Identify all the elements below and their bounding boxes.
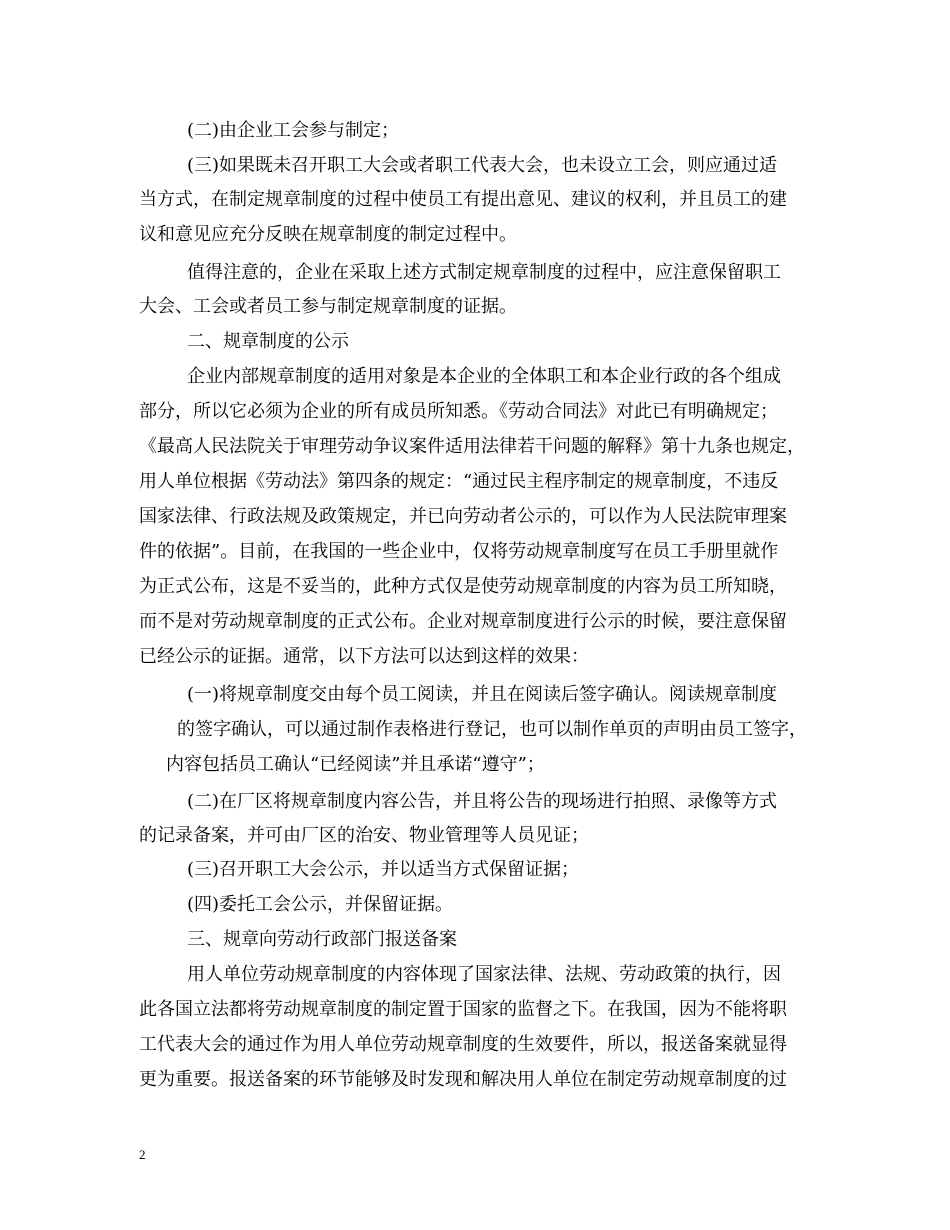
text-line: 议和意见应充分反映在规章制度的制定过程中。 xyxy=(139,224,517,245)
text-line: 企业内部规章制度的适用对象是本企业的全体职工和本企业行政的各个组成 xyxy=(187,366,781,387)
text-line: (四)委托工会公示，并保留证据。 xyxy=(187,894,454,915)
text-line: (三)如果既未召开职工大会或者职工代表大会，也未设立工会，则应通过适 xyxy=(187,155,778,176)
text-line: 内容包括员工确认“已经阅读”并且承诺“遵守”； xyxy=(166,754,545,775)
text-line: 部分，所以它必须为企业的所有成员所知悉。《劳动合同法》对此已有明确规定； xyxy=(139,401,778,422)
text-line: 此各国立法都将劳动规章制度的制定置于国家的监督之下。在我国，因为不能将职 xyxy=(139,999,787,1020)
page-number: 2 xyxy=(139,1147,146,1162)
text-line: 用人单位劳动规章制度的内容体现了国家法律、法规、劳动政策的执行，因 xyxy=(187,964,781,985)
text-line: (二)在厂区将规章制度内容公告，并且将公告的现场进行拍照、录像等方式 xyxy=(187,791,778,812)
text-line: 的记录备案，并可由厂区的治安、物业管理等人员见证； xyxy=(139,825,589,846)
text-line: 更为重要。报送备案的环节能够及时发现和解决用人单位在制定劳动规章制度的过 xyxy=(139,1069,787,1090)
text-line: 而不是对劳动规章制度的正式公布。企业对规章制度进行公示的时候，要注意保留 xyxy=(139,611,787,632)
section-heading: 三、规章向劳动行政部门报送备案 xyxy=(187,929,457,950)
text-line: (一)将规章制度交由每个员工阅读，并且在阅读后签字确认。阅读规章制度 xyxy=(187,684,778,705)
text-line: 为正式公布，这是不妥当的，此种方式仅是使劳动规章制度的内容为员工所知晓， xyxy=(139,576,787,597)
text-line: 已经公示的证据。通常，以下方法可以达到这样的效果： xyxy=(139,646,589,667)
section-heading: 二、规章制度的公示 xyxy=(187,331,349,352)
text-line: 国家法律、行政法规及政策规定，并已向劳动者公示的，可以作为人民法院审理案 xyxy=(139,506,787,527)
text-line: 当方式，在制定规章制度的过程中使员工有提出意见、建议的权利，并且员工的建 xyxy=(139,189,787,210)
text-line: 《最高人民法院关于审理劳动争议案件适用法律若干问题的解释》第十九条也规定， xyxy=(139,436,805,457)
text-line: 工代表大会的通过作为用人单位劳动规章制度的生效要件，所以，报送备案就显得 xyxy=(139,1034,787,1055)
text-line: (二)由企业工会参与制定； xyxy=(187,120,400,141)
text-line: 值得注意的，企业在采取上述方式制定规章制度的过程中，应注意保留职工 xyxy=(187,262,781,283)
text-line: 件的依据”。目前，在我国的一些企业中，仅将劳动规章制度写在员工手册里就作 xyxy=(139,541,779,562)
text-line: 用人单位根据《劳动法》第四条的规定：“通过民主程序制定的规章制度，不违反 xyxy=(139,471,779,492)
text-line: 的签字确认，可以通过制作表格进行登记，也可以制作单页的声明由员工签字， xyxy=(177,719,807,740)
text-line: (三)召开职工大会公示，并以适当方式保留证据； xyxy=(187,859,580,880)
text-line: 大会、工会或者员工参与制定规章制度的证据。 xyxy=(139,296,517,317)
